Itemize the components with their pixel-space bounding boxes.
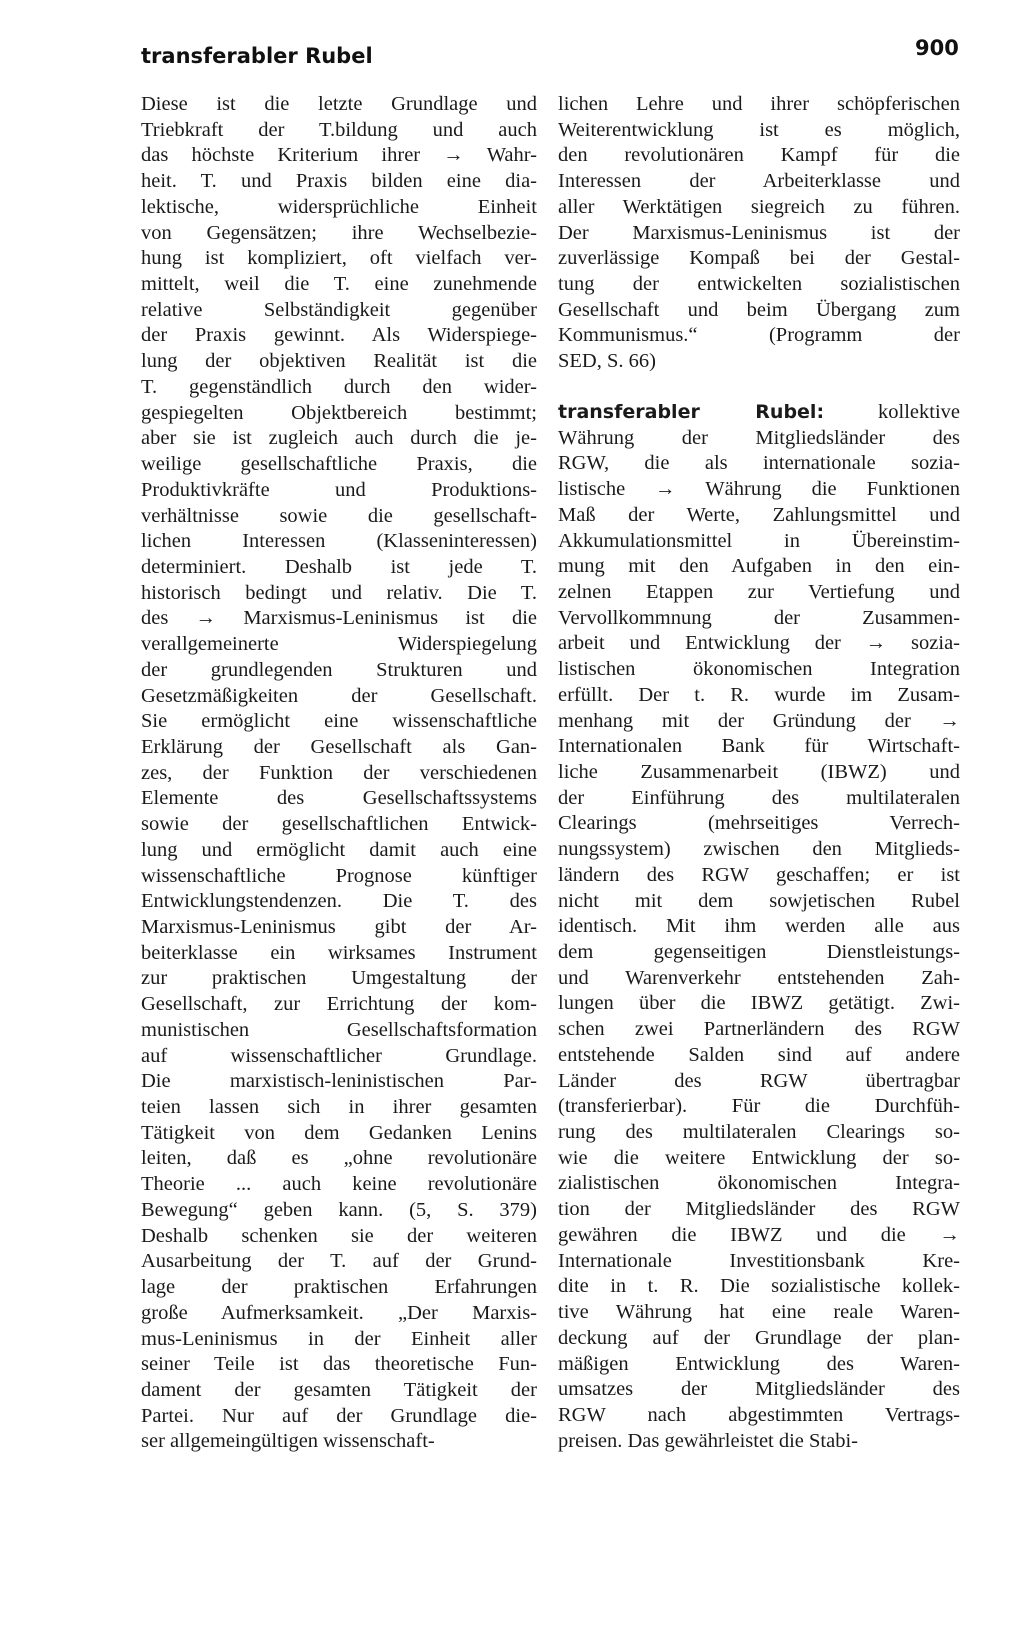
text-line: lungen über die IBWZ getätigt. Zwi-: [558, 992, 960, 1015]
text-line: aber sie ist zugleich auch durch die je-: [141, 427, 537, 450]
text-line: tive Währung hat eine reale Waren-: [558, 1301, 960, 1324]
text-line: determiniert. Deshalb ist jede T.: [141, 555, 537, 578]
text-line: RGW nach abgestimmten Vertrags-: [558, 1403, 960, 1426]
text-line: hung ist kompliziert, oft vielfach ver-: [141, 247, 537, 270]
text-line: Ausarbeitung der T. auf der Grund-: [141, 1250, 537, 1273]
text-line: lage der praktischen Erfahrungen: [141, 1276, 537, 1299]
text-line: Kommunismus.“ (Programm der: [558, 324, 960, 347]
text-line: aller Werktätigen siegreich zu führen.: [558, 195, 960, 218]
text-line: Marxismus-Leninismus gibt der Ar-: [141, 916, 537, 938]
text-line: auf wissenschaftlicher Grundlage.: [141, 1044, 537, 1067]
text-line: Sie ermöglicht eine wissenschaftliche: [141, 710, 537, 733]
text-line: mäßigen Entwicklung des Waren-: [558, 1352, 960, 1375]
text-line: listischen ökonomischen Integration: [558, 658, 960, 681]
right-column-continuation: [558, 92, 960, 375]
right-column: [558, 92, 960, 1454]
text-line: lung der objektiven Realität ist die: [141, 350, 537, 373]
text-line: Weiterentwicklung ist es möglich,: [558, 118, 960, 141]
text-line: SED, S. 66): [558, 350, 656, 373]
text-line: zialistischen ökonomischen Integra-: [558, 1172, 960, 1195]
text-line: Gesellschaft und beim Übergang zum: [558, 298, 960, 321]
text-line: tion der Mitgliedsländer des RGW: [558, 1198, 960, 1221]
text-line: Maß der Werte, Zahlungsmittel und: [558, 503, 960, 526]
entry-first-line: [558, 400, 960, 426]
text-line: dite in t. R. Die sozialistische kollek-: [558, 1275, 960, 1298]
text-line: der Einführung des multilateralen: [558, 786, 960, 809]
text-line: Triebkraft der T.bildung und auch: [141, 118, 537, 141]
text-line: Gesetzmäßigkeiten der Gesellschaft.: [141, 684, 537, 707]
text-line: Die marxistisch-leninistischen Par-: [141, 1070, 537, 1093]
text-line: Akkumulationsmittel in Übereinstim-: [558, 529, 960, 552]
text-line: Internationale Investitionsbank Kre-: [558, 1249, 960, 1272]
text-line: der Praxis gewinnt. Als Widerspiege-: [141, 324, 537, 347]
text-line: wie die weitere Entwicklung der so-: [558, 1146, 960, 1169]
entry-body: [558, 426, 960, 1455]
text-line: beiterklasse ein wirksames Instrument: [141, 941, 537, 964]
text-line: nicht mit dem sowjetischen Rubel: [558, 889, 960, 912]
text-line: nungssystem) zwischen den Mitglieds-: [558, 838, 960, 861]
text-line: Interessen der Arbeiterklasse und: [558, 170, 960, 193]
text-line: des → Marxismus-Leninismus ist die: [141, 607, 537, 630]
text-line: seiner Teile ist das theoretische Fun-: [141, 1353, 537, 1376]
text-line: dament der gesamten Tätigkeit der: [141, 1378, 537, 1401]
running-head: transferabler Rubel: [141, 44, 373, 68]
text-line: zur praktischen Umgestaltung der: [141, 967, 537, 990]
text-line: zelnen Etappen zur Vertiefung und: [558, 580, 960, 603]
text-line: schen zwei Partnerländern des RGW: [558, 1018, 960, 1041]
text-line: rung des multilateralen Clearings so-: [558, 1121, 960, 1144]
text-line: T. gegenständlich durch den wider-: [141, 375, 537, 398]
text-line: ländern des RGW geschaffen; er ist: [558, 863, 960, 886]
text-line: Partei. Nur auf der Grundlage die-: [141, 1404, 537, 1427]
text-line: Tätigkeit von dem Gedanken Lenins: [141, 1121, 537, 1144]
text-line: weilige gesellschaftliche Praxis, die: [141, 453, 537, 476]
entry-lemma: transferabler Rubel:: [558, 400, 825, 423]
text-line: verhältnisse sowie die gesellschaft-: [141, 504, 537, 527]
text-line: liche Zusammenarbeit (IBWZ) und: [558, 760, 960, 783]
text-line: Internationalen Bank für Wirtschaft-: [558, 735, 960, 758]
dictionary-entry: [558, 400, 960, 1454]
text-line: Währung der Mitgliedsländer des: [558, 426, 960, 449]
text-line: lichen Interessen (Klasseninteressen): [141, 530, 537, 553]
text-line: Produktivkräfte und Produktions-: [141, 478, 537, 501]
text-line: arbeit und Entwicklung der → sozia-: [558, 632, 960, 655]
text-line: mung mit den Aufgaben in den ein-: [558, 555, 960, 578]
text-line: gespiegelten Objektbereich bestimmt;: [141, 401, 537, 424]
text-line: wissenschaftliche Prognose künftiger: [141, 864, 537, 887]
text-line: dem gegenseitigen Dienstleistungs-: [558, 941, 960, 963]
text-line: und Warenverkehr entstehenden Zah-: [558, 966, 960, 989]
text-line: leiten, daß es „ohne revolutionäre: [141, 1147, 537, 1170]
text-line: zuverlässige Kompaß bei der Gestal-: [558, 247, 960, 270]
text-line: Diese ist die letzte Grundlage und: [141, 93, 537, 115]
text-line: zes, der Funktion der verschiedenen: [141, 761, 537, 784]
text-line: listische → Währung die Funktionen: [558, 478, 960, 501]
text-line: große Aufmerksamkeit. „Der Marxis-: [141, 1301, 537, 1324]
text-line: mus-Leninismus in der Einheit aller: [141, 1327, 537, 1350]
text-line: verallgemeinerte Widerspiegelung: [141, 633, 537, 656]
text-line: Clearings (mehrseitiges Verrech-: [558, 812, 960, 835]
text-line: Vervollkommnung der Zusammen-: [558, 606, 960, 629]
text-line: preisen. Das gewährleistet die Stabi-: [558, 1429, 859, 1452]
text-line: Entwicklungstendenzen. Die T. des: [141, 890, 537, 913]
text-line: lektische, widersprüchliche Einheit: [141, 195, 537, 218]
text-line: Erklärung der Gesellschaft als Gan-: [141, 735, 537, 758]
left-column: [141, 92, 537, 1455]
entry-first-line-text: kollektive: [878, 400, 960, 423]
text-line: Der Marxismus-Leninismus ist der: [558, 221, 960, 244]
text-line: entstehende Salden sind auf andere: [558, 1043, 960, 1066]
text-line: (transferierbar). Für die Durchfüh-: [558, 1095, 960, 1118]
text-line: identisch. Mit ihm werden alle aus: [558, 915, 960, 938]
text-line: heit. T. und Praxis bilden eine dia-: [141, 170, 537, 193]
text-line: menhang mit der Gründung der →: [558, 709, 960, 732]
text-line: historisch bedingt und relativ. Die T.: [141, 581, 537, 604]
text-line: umsatzes der Mitgliedsländer des: [558, 1378, 960, 1401]
text-line: von Gegensätzen; ihre Wechselbezie-: [141, 221, 537, 244]
text-line: das höchste Kriterium ihrer → Wahr-: [141, 144, 537, 167]
text-line: der grundlegenden Strukturen und: [141, 658, 537, 681]
page-number: 900: [915, 36, 959, 60]
text-line: mittelt, weil die T. eine zunehmende: [141, 273, 537, 296]
text-line: erfüllt. Der t. R. wurde im Zusam-: [558, 683, 960, 706]
text-line: ser allgemeingültigen wissenschaft-: [141, 1430, 435, 1453]
text-line: teien lassen sich in ihrer gesamten: [141, 1096, 537, 1119]
text-line: den revolutionären Kampf für die: [558, 144, 960, 167]
text-line: deckung auf der Grundlage der plan-: [558, 1326, 960, 1349]
entry-spacer: [558, 375, 960, 400]
text-line: RGW, die als internationale sozia-: [558, 452, 960, 475]
text-line: Deshalb schenken sie der weiteren: [141, 1224, 537, 1247]
text-line: Bewegung“ geben kann. (5, S. 379): [141, 1198, 537, 1221]
text-line: sowie der gesellschaftlichen Entwick-: [141, 813, 537, 836]
text-line: Theorie ... auch keine revolutionäre: [141, 1173, 537, 1196]
text-line: Elemente des Gesellschaftssystems: [141, 787, 537, 810]
text-line: Gesellschaft, zur Errichtung der kom-: [141, 993, 537, 1016]
text-line: gewähren die IBWZ und die →: [558, 1223, 960, 1246]
text-line: relative Selbständigkeit gegenüber: [141, 298, 537, 321]
text-line: munistischen Gesellschaftsformation: [141, 1018, 537, 1041]
text-line: Länder des RGW übertragbar: [558, 1069, 960, 1092]
text-line: lichen Lehre und ihrer schöpferischen: [558, 93, 960, 115]
text-line: lung und ermöglicht damit auch eine: [141, 838, 537, 861]
text-line: tung der entwickelten sozialistischen: [558, 273, 960, 296]
